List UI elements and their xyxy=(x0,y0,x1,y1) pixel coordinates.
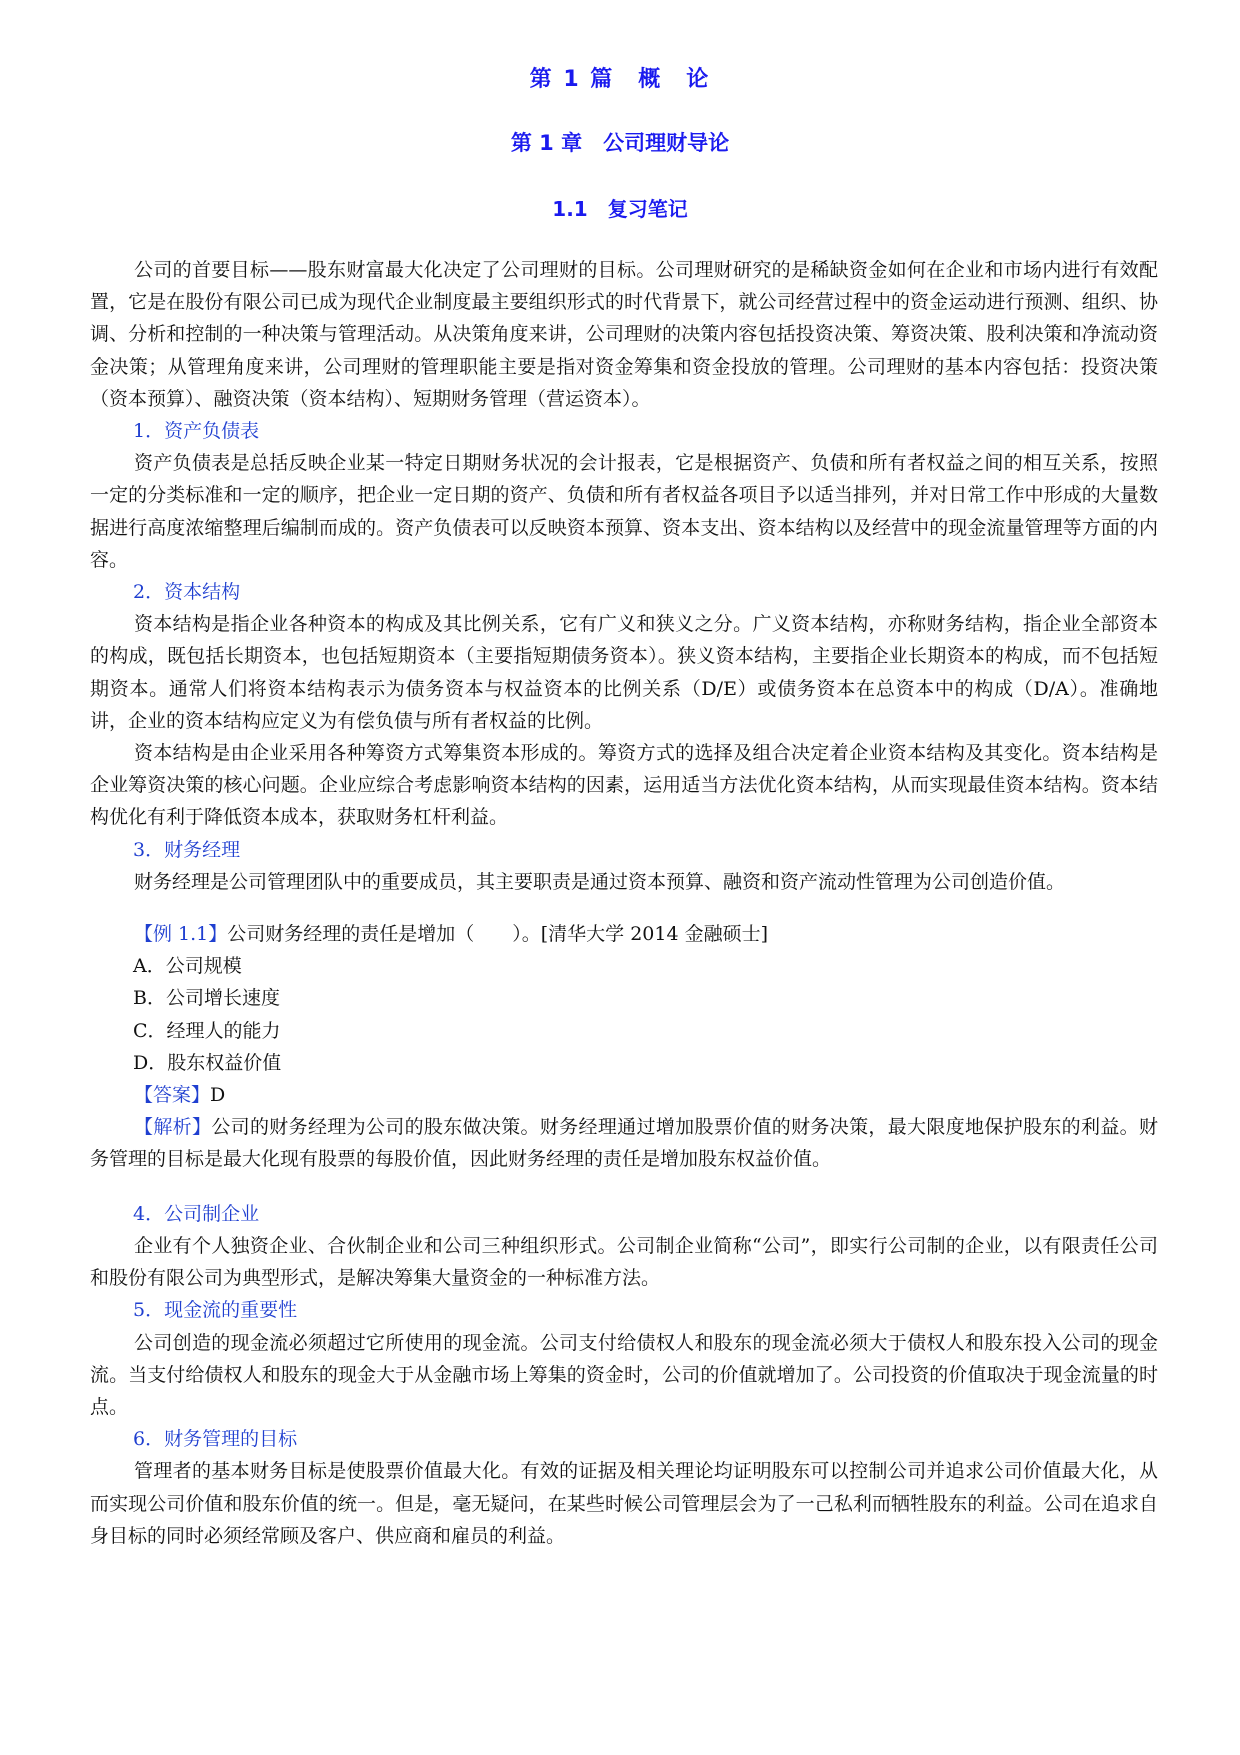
example-answer xyxy=(90,1079,1158,1111)
example-option-a: A．公司规模 xyxy=(133,955,242,978)
analysis-text: 公司的财务经理为公司的股东做决策。财务经理通过增加股票价值的财务决策，最大限度地保护股东的利益。财务管理的目标是最大化现有股票的每股价值，因此财务经理的责任是增加股东权益价值。 xyxy=(90,1116,1158,1171)
topic-heading-financial-goal: 6．财务管理的目标 xyxy=(133,1428,298,1451)
answer-tag: 【答案】 xyxy=(134,1084,211,1107)
document-body xyxy=(90,254,1158,1552)
analysis-tag: 【解析】 xyxy=(134,1116,212,1139)
spacer xyxy=(90,1176,1158,1198)
topic-paragraph: 资产负债表是总括反映企业某一特定日期财务状况的会计报表，它是根据资产、负债和所有者权益之间的相互关系，按照一定的分类标准和一定的顺序，把企业一定日期的资产、负债和所有者权益各项目予以适当排列，并对日常工作中形成的大量数据进行高度浓缩整理后编制而成的。资产负债表可以反映资本预算、资本支出、资本结构以及经营中的现金流量管理等方面的内容。 xyxy=(90,452,1158,571)
topic-paragraph: 财务经理是公司管理团队中的重要成员，其主要职责是通过资本预算、融资和资产流动性管理为公司创造价值。 xyxy=(134,870,1066,893)
section-title: 1.1 复习笔记 xyxy=(552,197,688,221)
topic-heading-cash-flow: 5．现金流的重要性 xyxy=(133,1299,298,1322)
topic-paragraph: 公司创造的现金流必须超过它所使用的现金流。公司支付给债权人和股东的现金流必须大于债权人和股东投入公司的现金流。当支付给债权人和股东的现金大于从金融市场上筹集的资金时，公司的价值就增加了。公司投资的价值取决于现金流量的时点。 xyxy=(90,1331,1158,1418)
topic-paragraph: 资本结构是由企业采用各种筹资方式筹集资本形成的。筹资方式的选择及组合决定着企业资本结构及其变化。资本结构是企业筹资决策的核心问题。企业应综合考虑影响资本结构的因素，运用适当方法优化资本结构，从而实现最佳资本结构。资本结构优化有利于降低资本成本，获取财务杠杆利益。 xyxy=(90,742,1158,829)
chapter-title: 第 1 章 公司理财导论 xyxy=(510,131,730,155)
part-title: 第 1 篇 概 论 xyxy=(529,67,711,92)
example-option-d: D．股东权益价值 xyxy=(133,1051,282,1074)
topic-paragraph: 企业有个人独资企业、合伙制企业和公司三种组织形式。公司制企业简称“公司”，即实行公司制的企业，以有限责任公司和股份有限公司为典型形式，是解决筹集大量资金的一种标准方法。 xyxy=(90,1234,1158,1290)
example-option-b: B．公司增长速度 xyxy=(133,987,280,1010)
intro-paragraph: 公司的首要目标——股东财富最大化决定了公司理财的目标。公司理财研究的是稀缺资金如何在企业和市场内进行有效配置，它是在股份有限公司已成为现代企业制度最主要组织形式的时代背景下，就公司经营过程中的资金运动进行预测、组织、协调、分析和控制的一种决策与管理活动。从决策角度来讲，公司理财的决策内容包括投资决策、筹资决策、股利决策和净流动资金决策；从管理角度来讲，公司理财的管理职能主要是指对资金筹集和资金投放的管理。公司理财的基本内容包括：投资决策（资本预算）、融资决策（资本结构）、短期财务管理（营运资本）。 xyxy=(90,259,1158,410)
spacer xyxy=(90,898,1158,918)
example-option-c: C．经理人的能力 xyxy=(133,1019,281,1042)
example-tag: 【例 1.1】 xyxy=(134,923,228,946)
topic-paragraph: 资本结构是指企业各种资本的构成及其比例关系，它有广义和狭义之分。广义资本结构，亦称财务结构，指企业全部资本的构成，既包括长期资本，也包括短期资本（主要指短期债务资本）。狭义资本结构，主要指企业长期资本的构成，而不包括短期资本。通常人们将资本结构表示为债务资本与权益资本的比例关系（D/E）或债务资本在总资本中的构成（D/A）。准确地讲，企业的资本结构应定义为有偿负债与所有者权益的比例。 xyxy=(90,613,1158,732)
topic-paragraph: 管理者的基本财务目标是使股票价值最大化。有效的证据及相关理论均证明股东可以控制公司并追求公司价值最大化，从而实现公司价值和股东价值的统一。但是，毫无疑问，在某些时候公司管理层会为了一己私利而牺牲股东的利益。公司在追求自身目标的同时必须经常顾及客户、供应商和雇员的利益。 xyxy=(90,1460,1158,1547)
topic-heading-financial-manager: 3．财务经理 xyxy=(133,838,241,861)
topic-heading-balance-sheet: 1．资产负债表 xyxy=(133,420,260,443)
example-analysis xyxy=(90,1111,1158,1175)
topic-heading-capital-structure: 2．资本结构 xyxy=(133,581,241,604)
topic-heading-corporation: 4．公司制企业 xyxy=(133,1202,260,1225)
example-question-text: 公司财务经理的责任是增加（ ）。[清华大学 2014 金融硕士] xyxy=(227,923,769,946)
example-question xyxy=(90,918,1158,950)
answer-value: D xyxy=(210,1084,226,1107)
